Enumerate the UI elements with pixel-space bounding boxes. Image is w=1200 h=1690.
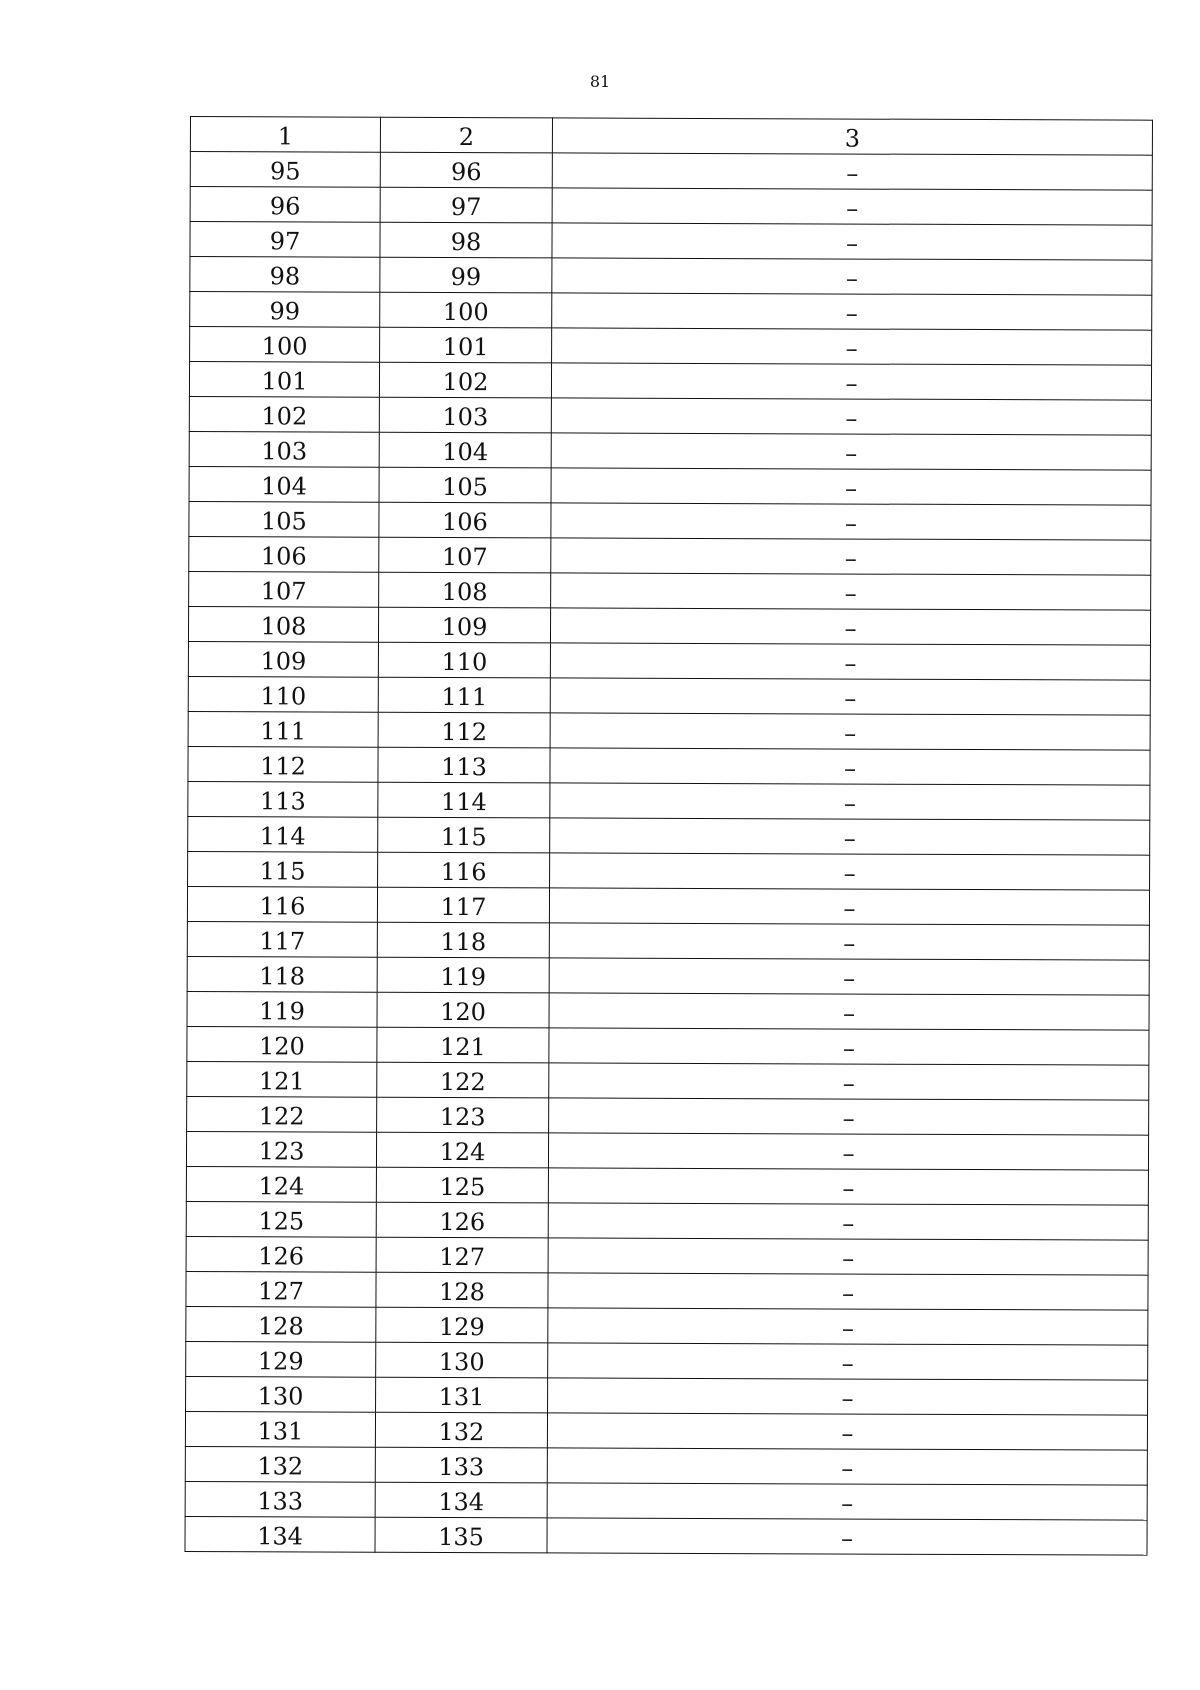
page-number: 81 [589, 72, 611, 91]
table-cell-col-2: 124 [376, 1132, 548, 1168]
table-cell-col-1: 104 [189, 466, 379, 502]
table-cell-col-2: 120 [377, 992, 549, 1028]
table-row [187, 886, 1149, 925]
table-cell-col-3: – [552, 293, 1152, 330]
table-cell-col-2: 117 [377, 887, 549, 923]
table-cell-col-1: 112 [188, 746, 378, 782]
table-cell-col-2: 105 [379, 467, 551, 503]
table-cell-col-3: – [550, 713, 1150, 750]
table-cell-col-2: 107 [379, 537, 551, 573]
table-row [188, 781, 1150, 820]
table-row [189, 571, 1151, 610]
table-cell-col-3: – [547, 1448, 1147, 1485]
table-row [189, 501, 1151, 540]
table-cell-col-1: 95 [190, 152, 380, 188]
table-cell-col-1: 129 [186, 1341, 376, 1377]
table-row [187, 1061, 1149, 1100]
table-cell-col-3: – [551, 573, 1151, 610]
table-cell-col-3: – [551, 398, 1151, 435]
table-row [187, 1096, 1149, 1135]
table-cell-col-2: 97 [380, 187, 552, 223]
table-cell-col-1: 122 [187, 1096, 377, 1132]
table-cell-col-3: – [549, 1063, 1149, 1100]
table-cell-col-2: 127 [376, 1237, 548, 1273]
table-row [188, 711, 1150, 750]
table-cell-col-1: 127 [186, 1271, 376, 1307]
table-cell-col-1: 125 [186, 1201, 376, 1237]
table-cell-col-2: 106 [379, 502, 551, 538]
table-cell-col-3: – [548, 1238, 1148, 1275]
table-cell-col-2: 96 [380, 152, 552, 188]
table-cell-col-2: 125 [376, 1167, 548, 1203]
table-row [187, 921, 1149, 960]
table-cell-col-1: 116 [187, 886, 377, 922]
table-cell-col-1: 105 [189, 501, 379, 537]
table-row [189, 536, 1151, 575]
table-cell-col-1: 108 [188, 606, 378, 642]
table-cell-col-1: 100 [190, 327, 380, 363]
table-cell-col-1: 113 [188, 781, 378, 817]
table-body [185, 152, 1152, 1556]
table-cell-col-2: 135 [375, 1517, 547, 1553]
table-row [190, 292, 1152, 331]
table-cell-col-1: 103 [189, 431, 379, 467]
table-cell-col-3: – [552, 153, 1152, 190]
table-cell-col-2: 112 [378, 712, 550, 748]
table-cell-col-2: 133 [375, 1447, 547, 1483]
table-cell-col-2: 130 [376, 1342, 548, 1378]
table-cell-col-1: 99 [190, 292, 380, 328]
table-cell-col-1: 126 [186, 1236, 376, 1272]
column-header-3: 3 [552, 118, 1152, 155]
table-cell-col-3: – [552, 258, 1152, 295]
table-cell-col-1: 98 [190, 257, 380, 293]
table-cell-col-3: – [547, 1413, 1147, 1450]
table-row [190, 152, 1152, 191]
table-row [186, 1271, 1148, 1310]
table-cell-col-2: 113 [378, 747, 550, 783]
table-cell-col-1: 118 [187, 956, 377, 992]
table-row [188, 816, 1150, 855]
table-cell-col-3: – [549, 888, 1149, 925]
table-cell-col-2: 110 [378, 642, 550, 678]
table-cell-col-3: – [552, 223, 1152, 260]
table-cell-col-3: – [548, 1378, 1148, 1415]
table-row [190, 222, 1152, 261]
table-row [186, 1166, 1148, 1205]
table-row [190, 187, 1152, 226]
table-cell-col-3: – [549, 923, 1149, 960]
table-cell-col-2: 102 [379, 362, 551, 398]
table-cell-col-1: 123 [186, 1131, 376, 1167]
table-cell-col-3: – [550, 608, 1150, 645]
table-row [189, 362, 1151, 401]
table-row [185, 1411, 1147, 1450]
table-cell-col-1: 101 [189, 362, 379, 398]
table-cell-col-3: – [548, 1203, 1148, 1240]
table-cell-col-3: – [550, 783, 1150, 820]
table-row [188, 606, 1150, 645]
table-cell-col-2: 132 [375, 1412, 547, 1448]
table-cell-col-2: 129 [376, 1307, 548, 1343]
table-cell-col-1: 106 [189, 536, 379, 572]
table-cell-col-3: – [551, 468, 1151, 505]
table-row [186, 1341, 1148, 1380]
table-cell-col-3: – [551, 433, 1151, 470]
table-cell-col-2: 101 [380, 327, 552, 363]
table-cell-col-3: – [549, 1098, 1149, 1135]
table-row [188, 851, 1150, 890]
table-row [190, 327, 1152, 366]
table-row [190, 257, 1152, 296]
table-cell-col-2: 126 [376, 1202, 548, 1238]
table-cell-col-3: – [551, 363, 1151, 400]
table-cell-col-2: 100 [380, 292, 552, 328]
table-row [186, 1306, 1148, 1345]
table-row [185, 1516, 1147, 1555]
table-row [189, 466, 1151, 505]
table-cell-col-1: 102 [189, 396, 379, 432]
table-cell-col-1: 109 [188, 641, 378, 677]
table-cell-col-1: 110 [188, 676, 378, 712]
table-cell-col-1: 120 [187, 1026, 377, 1062]
table-row [186, 1376, 1148, 1415]
table-cell-col-1: 130 [186, 1376, 376, 1412]
table-cell-col-3: – [548, 1168, 1148, 1205]
table-row [188, 746, 1150, 785]
table-row [186, 1131, 1148, 1170]
data-table [184, 116, 1153, 1556]
table-cell-col-2: 103 [379, 397, 551, 433]
table-row [187, 1026, 1149, 1065]
table-row [186, 1236, 1148, 1275]
table-row [188, 676, 1150, 715]
table-cell-col-3: – [550, 818, 1150, 855]
table-cell-col-2: 128 [376, 1272, 548, 1308]
table-row [188, 641, 1150, 680]
table-cell-col-1: 133 [185, 1481, 375, 1517]
table-cell-col-1: 132 [185, 1446, 375, 1482]
table-row [187, 991, 1149, 1030]
table-cell-col-2: 98 [380, 222, 552, 258]
table-row [189, 431, 1151, 470]
table-row [186, 1201, 1148, 1240]
table-cell-col-3: – [547, 1518, 1147, 1555]
table-cell-col-3: – [550, 643, 1150, 680]
table-cell-col-2: 104 [379, 432, 551, 468]
column-header-2: 2 [380, 117, 552, 153]
table-cell-col-2: 119 [377, 957, 549, 993]
table-cell-col-2: 134 [375, 1482, 547, 1518]
table-cell-col-1: 115 [188, 851, 378, 887]
table-cell-col-3: – [550, 678, 1150, 715]
table-cell-col-2: 111 [378, 677, 550, 713]
table-cell-col-1: 96 [190, 187, 380, 223]
table-cell-col-3: – [551, 503, 1151, 540]
table-cell-col-1: 107 [189, 571, 379, 607]
table-cell-col-2: 108 [379, 572, 551, 608]
table-cell-col-1: 119 [187, 991, 377, 1027]
table-cell-col-3: – [549, 1028, 1149, 1065]
table-cell-col-3: – [548, 1133, 1148, 1170]
table-cell-col-3: – [552, 328, 1152, 365]
table-cell-col-1: 111 [188, 711, 378, 747]
table-cell-col-3: – [547, 1483, 1147, 1520]
table-cell-col-2: 123 [377, 1097, 549, 1133]
table-cell-col-2: 114 [378, 782, 550, 818]
table-cell-col-2: 99 [380, 257, 552, 293]
table-cell-col-1: 131 [185, 1411, 375, 1447]
table-cell-col-1: 128 [186, 1306, 376, 1342]
table-cell-col-2: 131 [376, 1377, 548, 1413]
table-cell-col-1: 97 [190, 222, 380, 258]
table-cell-col-1: 134 [185, 1516, 375, 1552]
table-cell-col-2: 115 [378, 817, 550, 853]
table-cell-col-1: 117 [187, 921, 377, 957]
table-cell-col-3: – [550, 748, 1150, 785]
table-row [187, 956, 1149, 995]
table-header-row [190, 117, 1152, 156]
table-cell-col-2: 122 [377, 1062, 549, 1098]
table-cell-col-2: 109 [378, 607, 550, 643]
table-row [185, 1446, 1147, 1485]
table-row [185, 1481, 1147, 1520]
table-cell-col-3: – [551, 538, 1151, 575]
table-cell-col-3: – [548, 1273, 1148, 1310]
table-cell-col-1: 124 [186, 1166, 376, 1202]
table-cell-col-3: – [548, 1308, 1148, 1345]
table-cell-col-3: – [549, 993, 1149, 1030]
table-cell-col-3: – [548, 1343, 1148, 1380]
table-cell-col-1: 121 [187, 1061, 377, 1097]
table-row [189, 396, 1151, 435]
table-cell-col-3: – [549, 958, 1149, 995]
table-cell-col-2: 121 [377, 1027, 549, 1063]
table-cell-col-2: 116 [378, 852, 550, 888]
table-cell-col-1: 114 [188, 816, 378, 852]
table-cell-col-2: 118 [377, 922, 549, 958]
table-cell-col-3: – [550, 853, 1150, 890]
table-cell-col-3: – [552, 188, 1152, 225]
column-header-1: 1 [190, 117, 380, 153]
